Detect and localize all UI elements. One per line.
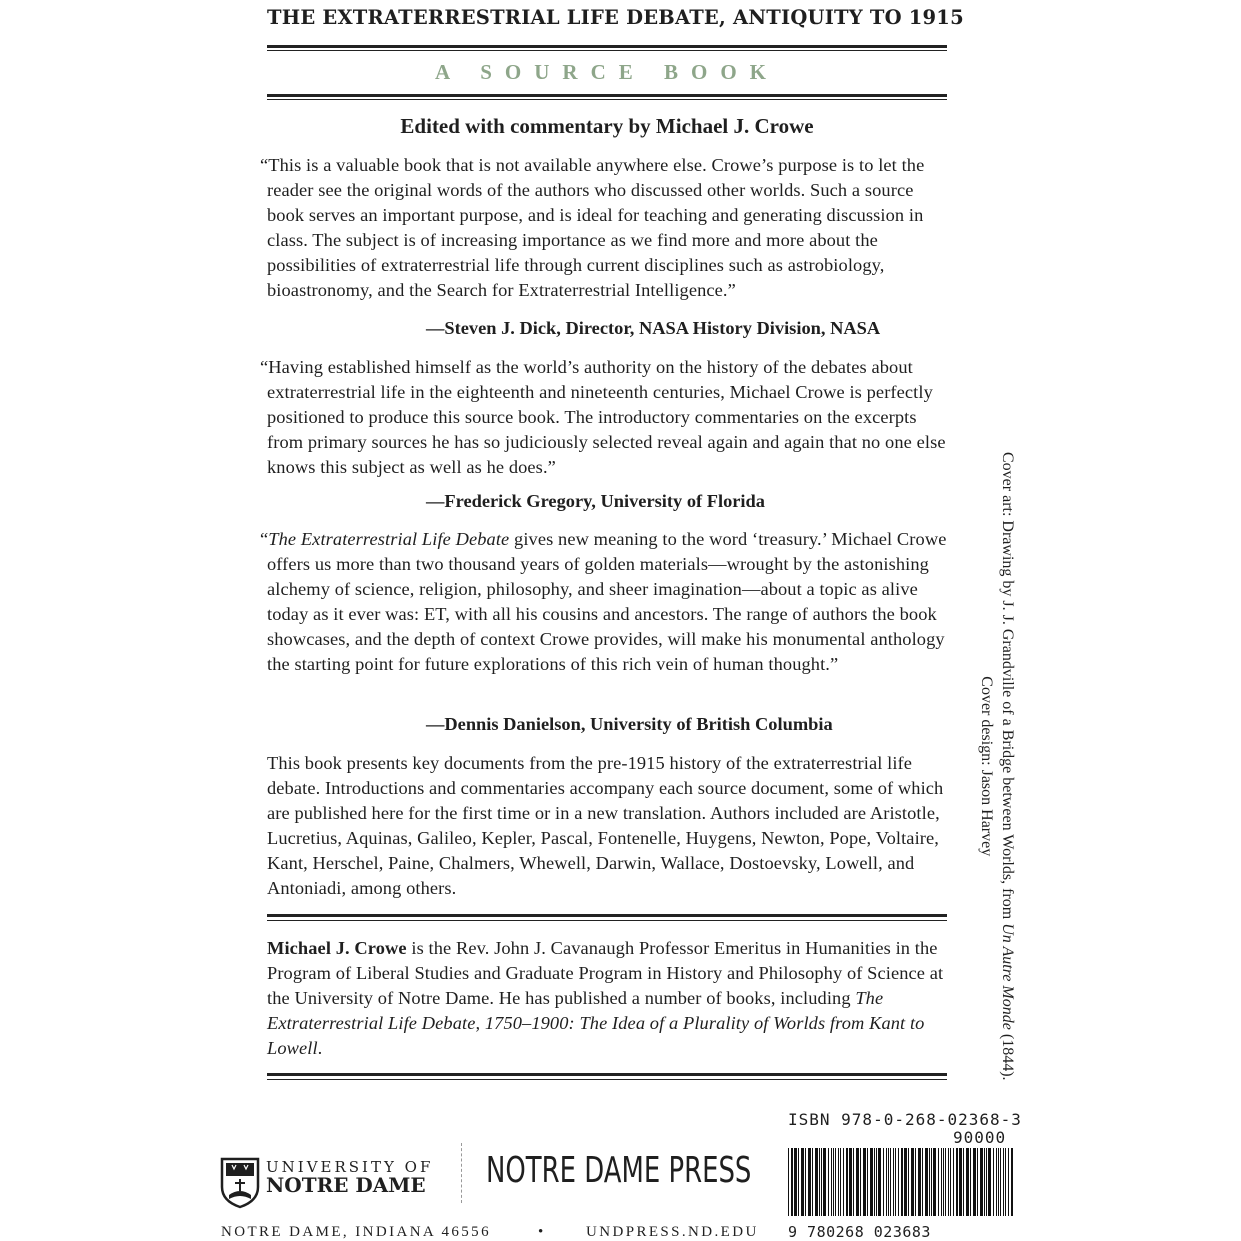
quote-open-mark: “ (260, 529, 269, 549)
university-line1: UNIVERSITY OF (266, 1158, 434, 1176)
quote-danielson-body: gives new meaning to the word ‘treasury.’ Michael Crowe offers us more than two thousand years of golden materials—wrought by the astonishing alchemy of science, religion, philosophy, and sheer imagination—about a topic as alive today as it ever was: ET, with all his cousins and ancestors. The range of authors the book showcases, and the depth of context Crowe provides, will make his monumental anthology the starting point for future explorations of this rich vein of human thought.” (267, 529, 947, 674)
notre-dame-shield-icon (220, 1157, 260, 1209)
barcode-bar (828, 1148, 829, 1216)
barcode-bar (888, 1148, 889, 1216)
barcode-bar (922, 1148, 923, 1216)
barcode-bar (856, 1148, 859, 1216)
barcode-bar (846, 1148, 848, 1216)
barcode-bar (977, 1148, 978, 1216)
cover-credit (976, 452, 1018, 1081)
barcode-bar (953, 1148, 954, 1216)
author-book-title: The Extraterrestrial Life Debate, 1750–1900: The Idea of a Plurality of Worlds from Kant to Lowell (267, 988, 925, 1058)
isbn-label: ISBN 978-0-268-02368-3 (788, 1110, 1022, 1129)
barcode-bar (966, 1148, 969, 1216)
attribution-dick: —Steven J. Dick, Director, NASA History Division, NASA (426, 318, 881, 338)
cover-art-title: Un Autre Monde (999, 923, 1016, 1030)
barcode-bar (904, 1148, 907, 1216)
barcode-bar (808, 1148, 811, 1216)
barcode-bar (883, 1148, 884, 1216)
barcode-bar (918, 1148, 921, 1216)
barcode-bar (853, 1148, 854, 1216)
barcode-bar (860, 1148, 861, 1216)
title-rule-thin (267, 50, 947, 51)
footer-separator: • (538, 1224, 546, 1240)
barcode-bar (863, 1148, 866, 1216)
barcode-bar (840, 1148, 841, 1216)
bio-rule-top-thin (267, 920, 947, 921)
publisher-address: NOTRE DAME, INDIANA 46556 (221, 1224, 491, 1240)
cover-art-credit: Cover art: Drawing by J. J. Grandville of a Bridge between Worlds, from Un Autre Monde (1844). (999, 452, 1016, 1081)
barcode-image (788, 1148, 1016, 1216)
title-rule (267, 45, 947, 48)
barcode-bar (895, 1148, 896, 1216)
subtitle-rule (267, 94, 947, 97)
barcode-bar (1000, 1148, 1001, 1216)
barcode-bar (1008, 1148, 1009, 1216)
barcode-bar (925, 1148, 928, 1216)
barcode-bar (988, 1148, 991, 1216)
barcode-bar (798, 1148, 799, 1216)
barcode-bar (901, 1148, 903, 1216)
quote-gregory: “Having established himself as the world’s authority on the history of the debates about extraterrestrial life in the eighteenth and nineteenth centuries, Michael Crowe is perfectly positioned to produce this source book. The introductory commentaries on the excerpts from primary sources he has so judiciously selected reveal again and again that no one else knows this subject as well as he does.” (260, 357, 946, 477)
subtitle-rule-thin (267, 99, 947, 100)
editor-credit: Edited with commentary by Michael J. Crowe (400, 114, 814, 138)
publisher-divider (461, 1143, 463, 1203)
barcode-bar (1011, 1148, 1013, 1216)
barcode-bar (931, 1148, 932, 1216)
barcode-bar (843, 1148, 844, 1216)
barcode-bar (980, 1148, 983, 1216)
barcode-bar (838, 1148, 839, 1216)
barcode-bar (890, 1148, 891, 1216)
quote-danielson (260, 527, 947, 677)
barcode-bar (984, 1148, 985, 1216)
barcode-bar (973, 1148, 976, 1216)
barcode-bar (986, 1148, 987, 1216)
barcode-bar (1003, 1148, 1004, 1216)
university-line2: NOTRE DAME (266, 1173, 426, 1197)
publisher-website: UNDPRESS.ND.EDU (586, 1224, 759, 1240)
barcode-bar (996, 1148, 997, 1216)
barcode-bar (1005, 1148, 1006, 1216)
barcode-bar (812, 1148, 813, 1216)
book-title: THE EXTRATERRESTRIAL LIFE DEBATE, ANTIQUITY TO 1915 (267, 6, 964, 29)
attribution-danielson: —Dennis Danielson, University of British Columbia (426, 714, 833, 734)
barcode-bar (791, 1148, 793, 1216)
barcode-bar (886, 1148, 887, 1216)
barcode-bar (998, 1148, 999, 1216)
barcode-bar (794, 1148, 797, 1216)
barcode-bar (970, 1148, 971, 1216)
barcode-bar (831, 1148, 832, 1216)
author-bio-body: is the Rev. John J. Cavanaugh Professor Emeritus in Humanities in the Program of Liberal Studies and Graduate Program in History and Philosophy of Science at the University of Notre Dame. He has published a number of books, including (267, 938, 944, 1008)
cover-design-credit: Cover design: Jason Harvey (978, 676, 995, 857)
bio-rule-top (267, 914, 947, 917)
quote-dick: “This is a valuable book that is not available anywhere else. Crowe’s purpose is to let the reader see the original words of the authors who discussed other worlds. Such a source book serves an important purpose, and is ideal for teaching and generating discussion in class. The subject is of increasing importance as we find more and more about the possibilities of extraterrestrial life through current disciplines such as astrobiology, bioastronomy, and the Search for Extraterrestrial Intelligence.” (260, 155, 925, 300)
barcode-bar (893, 1148, 894, 1216)
barcode-bar (950, 1148, 951, 1216)
press-name: NOTRE DAME PRESS (486, 1150, 752, 1191)
barcode-bar (943, 1148, 944, 1216)
barcode-bar (959, 1148, 962, 1216)
barcode-bar (878, 1148, 881, 1216)
book-subtitle: A SOURCE BOOK (434, 60, 780, 84)
barcode-bar (898, 1148, 899, 1216)
barcode-bar (788, 1148, 789, 1216)
barcode-bar (933, 1148, 936, 1216)
book-description: This book presents key documents from the pre-1915 history of the extraterrestrial life debate. Introductions and commentaries accompany each source document, some of which are published here for the first time or in a new translation. Authors included are Aristotle, Lucretius, Aquinas, Galileo, Kepler, Pascal, Fontenelle, Huygens, Newton, Pope, Voltaire, Kant, Herschel, Paine, Chalmers, Whewell, Darwin, Wallace, Dostoevsky, Lowell, and Antoniadi, among others. (267, 753, 944, 898)
attribution-gregory: —Frederick Gregory, University of Florida (426, 491, 765, 511)
barcode-bar (876, 1148, 877, 1216)
barcode-bar (948, 1148, 949, 1216)
barcode-bar (815, 1148, 818, 1216)
barcode-bar (929, 1148, 930, 1216)
barcode-number: 9 780268 023683 (788, 1223, 931, 1241)
barcode-bar (801, 1148, 804, 1216)
barcode-bar (835, 1148, 836, 1216)
barcode-bar (833, 1148, 834, 1216)
barcode-bar (819, 1148, 820, 1216)
price-code: 90000 (953, 1128, 1007, 1147)
barcode-bar (915, 1148, 916, 1216)
barcode-bar (908, 1148, 909, 1216)
quote-book-title: The Extraterrestrial Life Debate (268, 529, 510, 549)
barcode-bar (874, 1148, 875, 1216)
barcode-bar (870, 1148, 873, 1216)
barcode-bar (805, 1148, 806, 1216)
barcode-bar (993, 1148, 994, 1216)
barcode-bar (821, 1148, 822, 1216)
author-name: Michael J. Crowe (267, 938, 407, 958)
barcode-bar (849, 1148, 852, 1216)
barcode-bar (956, 1148, 958, 1216)
barcode-bar (911, 1148, 914, 1216)
barcode-bar (823, 1148, 826, 1216)
barcode-bar (867, 1148, 868, 1216)
bio-rule-bottom (267, 1073, 947, 1076)
author-bio (267, 936, 947, 1061)
author-bio-end: . (317, 1038, 323, 1058)
barcode-bar (963, 1148, 964, 1216)
bio-rule-bottom-thin (267, 1079, 947, 1080)
barcode-bar (938, 1148, 939, 1216)
barcode-bar (945, 1148, 946, 1216)
barcode-bar (941, 1148, 942, 1216)
